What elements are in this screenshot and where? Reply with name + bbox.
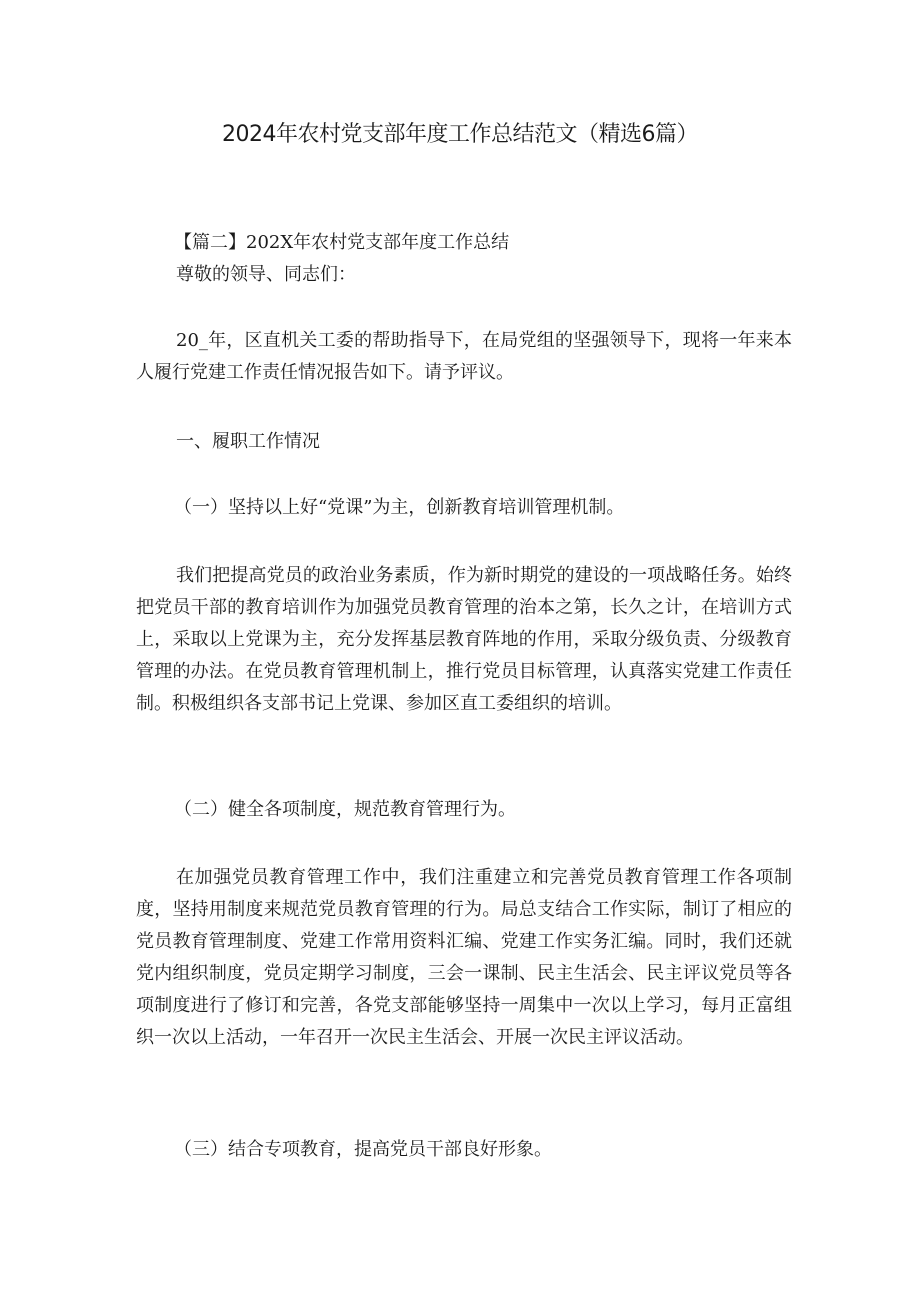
document-title: 2024年农村党支部年度工作总结范文（精选6篇） [222, 122, 698, 147]
subheading-2: （二）健全各项制度，规范教育管理行为。 [174, 799, 516, 820]
subheading-3: （三）结合专项教育，提高党员干部良好形象。 [174, 1139, 552, 1160]
section-title: 【篇二】202X年农村党支部年度工作总结 [174, 232, 510, 253]
heading-level1: 一、履职工作情况 [176, 431, 320, 452]
paragraph-body-1: 我们把提高党员的政治业务素质，作为新时期党的建设的一项战略任务。始终把党员干部的教育培训作为加强党员教育管理的治本之第，长久之计，在培训方式上，采取以上党课为主，充分发挥基层教育阵地的作用，采取分级负责、分级教育管理的办法。在党员教育管理机制上，推行党员目标管理，认真落实党建工作责任制。积极组织各支部书记上党课、参加区直工委组织的培训。 [136, 565, 792, 714]
subheading-1: （一）坚持以上好“党课”为主，创新教育培训管理机制。 [174, 497, 625, 518]
paragraph-body-2: 在加强党员教育管理工作中，我们注重建立和完善党员教育管理工作各项制度，坚持用制度来规范党员教育管理的行为。局总支结合工作实际，制订了相应的党员教育管理制度、党建工作常用资料汇编、党建工作实务汇编。同时，我们还就党内组织制度，党员定期学习制度，三会一课制、民主生活会、民主评议党员等各项制度进行了修订和完善，各党支部能够坚持一周集中一次以上学习，每月正富组织一次以上活动，一年召开一次民主生活会、开展一次民主评议活动。 [136, 867, 792, 1048]
salutation: 尊敬的领导、同志们： [176, 264, 356, 285]
paragraph-intro: 20_年，区直机关工委的帮助指导下，在局党组的坚强领导下，现将一年来本人履行党建工作责任情况报告如下。请予评议。 [136, 330, 792, 383]
